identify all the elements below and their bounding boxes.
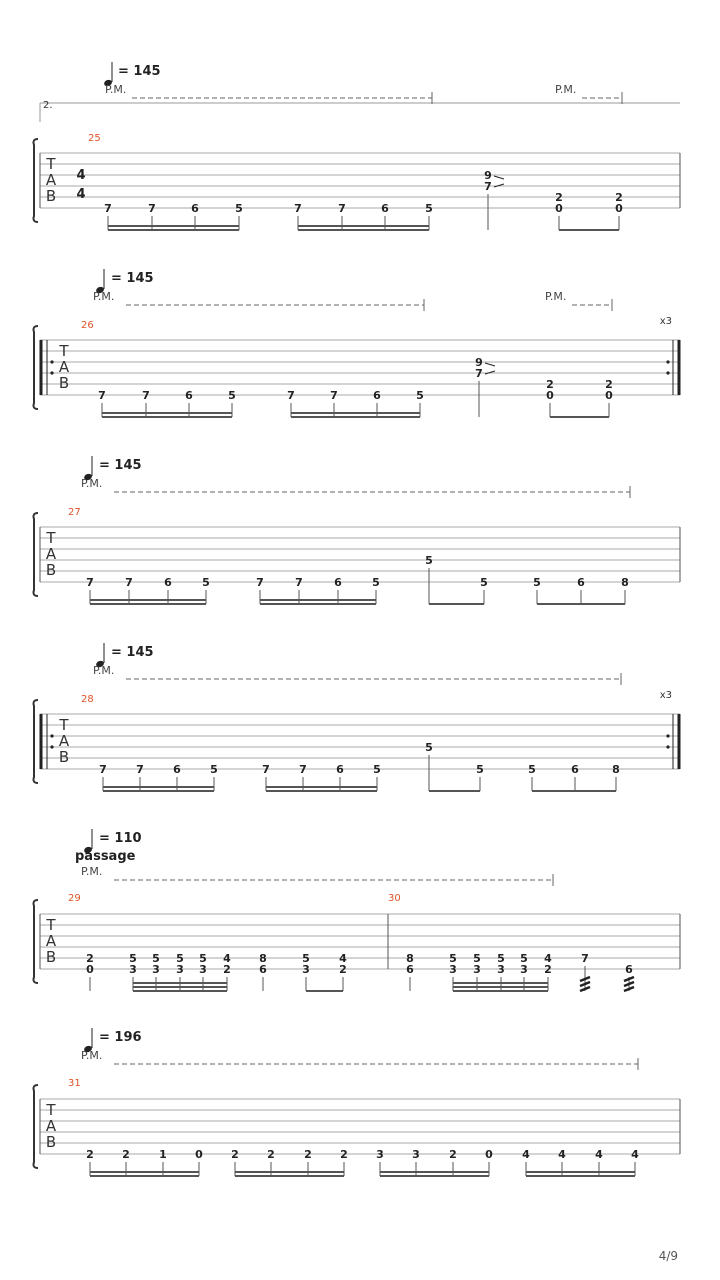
tab-clef-letter: T xyxy=(46,916,56,934)
repeat-dot xyxy=(666,371,669,374)
fret-number: 5 xyxy=(199,952,207,965)
fret-number: 7 xyxy=(287,389,295,402)
tab-clef-letter: A xyxy=(58,732,70,750)
fret-number: 4 xyxy=(595,1148,603,1161)
fret-number: 7 xyxy=(475,367,483,380)
fret-number: 6 xyxy=(577,576,585,589)
fret-number: 6 xyxy=(164,576,172,589)
fret-number: 6 xyxy=(334,576,342,589)
repeat-count: x3 xyxy=(659,316,672,327)
fret-number: 6 xyxy=(381,202,389,215)
tempo-marking: = 145 xyxy=(111,645,154,660)
fret-number: 2 xyxy=(544,963,552,976)
fret-number: 5 xyxy=(480,576,488,589)
tab-clef-letter: B xyxy=(45,561,57,579)
bar-number: 25 xyxy=(88,133,101,144)
palm-mute-label: P.M. xyxy=(545,290,567,303)
fret-number: 2 xyxy=(546,378,554,391)
fret-number: 6 xyxy=(173,763,181,776)
fret-number: 5 xyxy=(528,763,536,776)
palm-mute-label: P.M. xyxy=(555,83,577,96)
fret-number: 7 xyxy=(330,389,338,402)
palm-mute-label: P.M. xyxy=(81,865,103,878)
fret-number: 5 xyxy=(533,576,541,589)
fret-number: 8 xyxy=(259,952,267,965)
fret-number: 4 xyxy=(339,952,347,965)
fret-number: 7 xyxy=(136,763,144,776)
tempo-marking: = 145 xyxy=(99,458,142,473)
fret-number: 3 xyxy=(176,963,184,976)
bar-number: 26 xyxy=(81,320,94,331)
fret-number: 5 xyxy=(210,763,218,776)
system-bracket xyxy=(34,513,39,596)
tab-clef-letter: A xyxy=(45,545,57,563)
fret-number: 2 xyxy=(339,963,347,976)
palm-mute-label: P.M. xyxy=(81,477,103,490)
tab-clef-letter: T xyxy=(59,342,69,360)
palm-mute-label: P.M. xyxy=(93,290,115,303)
fret-number: 3 xyxy=(152,963,160,976)
fret-number: 8 xyxy=(406,952,414,965)
fret-number: 6 xyxy=(406,963,414,976)
tab-clef-letter: B xyxy=(45,187,57,205)
palm-mute-label: P.M. xyxy=(81,1049,103,1062)
fret-number: 5 xyxy=(152,952,160,965)
slide-mark xyxy=(485,363,495,366)
fret-number: 3 xyxy=(129,963,137,976)
repeat-dot xyxy=(666,745,669,748)
time-signature-top: 4 xyxy=(76,168,86,183)
fret-number: 3 xyxy=(412,1148,420,1161)
tab-clef-letter: T xyxy=(59,716,69,734)
tab-clef-letter: B xyxy=(45,948,57,966)
bar-number: 30 xyxy=(388,893,401,904)
bar-number: 29 xyxy=(68,893,81,904)
fret-number: 5 xyxy=(176,952,184,965)
fret-number: 6 xyxy=(336,763,344,776)
system-bracket xyxy=(34,1085,39,1168)
repeat-dot xyxy=(50,745,53,748)
fret-number: 1 xyxy=(159,1148,167,1161)
fret-number: 0 xyxy=(546,389,554,402)
fret-number: 8 xyxy=(612,763,620,776)
fret-number: 0 xyxy=(86,963,94,976)
repeat-dot xyxy=(666,734,669,737)
fret-number: 0 xyxy=(485,1148,493,1161)
tab-clef-letter: T xyxy=(46,529,56,547)
fret-number: 5 xyxy=(425,554,433,567)
repeat-count: x3 xyxy=(659,690,672,701)
fret-number: 4 xyxy=(223,952,231,965)
fret-number: 6 xyxy=(259,963,267,976)
fret-number: 0 xyxy=(555,202,563,215)
tempo-marking: = 110 xyxy=(99,831,142,846)
fret-number: 7 xyxy=(86,576,94,589)
volta-number: 2. xyxy=(43,100,53,111)
fret-number: 8 xyxy=(621,576,629,589)
repeat-dot xyxy=(50,360,53,363)
tab-clef-letter: T xyxy=(46,155,56,173)
fret-number: 5 xyxy=(235,202,243,215)
fret-number: 7 xyxy=(581,952,589,965)
tab-clef-letter: B xyxy=(58,374,70,392)
fret-number: 3 xyxy=(520,963,528,976)
palm-mute-label: P.M. xyxy=(105,83,127,96)
fret-number: 3 xyxy=(497,963,505,976)
fret-number: 5 xyxy=(372,576,380,589)
repeat-dot xyxy=(666,360,669,363)
repeat-dot xyxy=(50,734,53,737)
palm-mute-label: P.M. xyxy=(93,664,115,677)
fret-number: 7 xyxy=(484,180,492,193)
tab-clef-letter: A xyxy=(45,1117,57,1135)
fret-number: 5 xyxy=(497,952,505,965)
bar-number: 27 xyxy=(68,507,81,518)
tempo-marking: = 145 xyxy=(118,64,161,79)
fret-number: 2 xyxy=(267,1148,275,1161)
fret-number: 5 xyxy=(476,763,484,776)
bar-number: 31 xyxy=(68,1078,81,1089)
fret-number: 3 xyxy=(473,963,481,976)
fret-number: 0 xyxy=(195,1148,203,1161)
fret-number: 7 xyxy=(142,389,150,402)
page-number: 4/9 xyxy=(658,1249,678,1263)
fret-number: 9 xyxy=(475,356,483,369)
fret-number: 0 xyxy=(605,389,613,402)
fret-number: 2 xyxy=(615,191,623,204)
system-bracket xyxy=(34,139,39,222)
fret-number: 7 xyxy=(299,763,307,776)
tab-clef-letter: B xyxy=(45,1133,57,1151)
tab-clef-letter: A xyxy=(45,932,57,950)
fret-number: 7 xyxy=(294,202,302,215)
section-label: passage xyxy=(75,849,136,864)
fret-number: 2 xyxy=(340,1148,348,1161)
tab-clef-letter: T xyxy=(46,1101,56,1119)
tempo-marking: = 196 xyxy=(99,1030,142,1045)
fret-number: 7 xyxy=(99,763,107,776)
tab-clef-letter: A xyxy=(58,358,70,376)
fret-number: 5 xyxy=(520,952,528,965)
fret-number: 6 xyxy=(571,763,579,776)
fret-number: 2 xyxy=(223,963,231,976)
fret-number: 7 xyxy=(338,202,346,215)
tab-clef-letter: A xyxy=(45,171,57,189)
fret-number: 5 xyxy=(302,952,310,965)
fret-number: 2 xyxy=(122,1148,130,1161)
fret-number: 6 xyxy=(185,389,193,402)
system-bracket xyxy=(34,900,39,983)
fret-number: 5 xyxy=(129,952,137,965)
time-signature-bottom: 4 xyxy=(76,187,86,202)
fret-number: 2 xyxy=(231,1148,239,1161)
fret-number: 6 xyxy=(625,963,633,976)
fret-number: 5 xyxy=(373,763,381,776)
repeat-dot xyxy=(50,371,53,374)
system-bracket xyxy=(34,700,39,783)
fret-number: 5 xyxy=(228,389,236,402)
fret-number: 5 xyxy=(425,202,433,215)
fret-number: 5 xyxy=(473,952,481,965)
fret-number: 2 xyxy=(555,191,563,204)
fret-number: 3 xyxy=(302,963,310,976)
fret-number: 2 xyxy=(86,1148,94,1161)
fret-number: 7 xyxy=(98,389,106,402)
system-bracket xyxy=(34,326,39,409)
fret-number: 6 xyxy=(191,202,199,215)
fret-number: 9 xyxy=(484,169,492,182)
tab-clef-letter: B xyxy=(58,748,70,766)
fret-number: 4 xyxy=(544,952,552,965)
fret-number: 5 xyxy=(416,389,424,402)
bar-number: 28 xyxy=(81,694,94,705)
fret-number: 4 xyxy=(631,1148,639,1161)
fret-number: 7 xyxy=(295,576,303,589)
fret-number: 7 xyxy=(256,576,264,589)
fret-number: 2 xyxy=(304,1148,312,1161)
slide-mark xyxy=(494,176,504,179)
fret-number: 2 xyxy=(605,378,613,391)
fret-number: 5 xyxy=(202,576,210,589)
fret-number: 2 xyxy=(86,952,94,965)
fret-number: 0 xyxy=(615,202,623,215)
fret-number: 6 xyxy=(373,389,381,402)
fret-number: 7 xyxy=(104,202,112,215)
fret-number: 3 xyxy=(376,1148,384,1161)
fret-number: 5 xyxy=(449,952,457,965)
fret-number: 4 xyxy=(522,1148,530,1161)
fret-number: 3 xyxy=(449,963,457,976)
tempo-marking: = 145 xyxy=(111,271,154,286)
fret-number: 4 xyxy=(558,1148,566,1161)
fret-number: 7 xyxy=(125,576,133,589)
fret-number: 3 xyxy=(199,963,207,976)
fret-number: 5 xyxy=(425,741,433,754)
fret-number: 7 xyxy=(262,763,270,776)
fret-number: 7 xyxy=(148,202,156,215)
fret-number: 2 xyxy=(449,1148,457,1161)
